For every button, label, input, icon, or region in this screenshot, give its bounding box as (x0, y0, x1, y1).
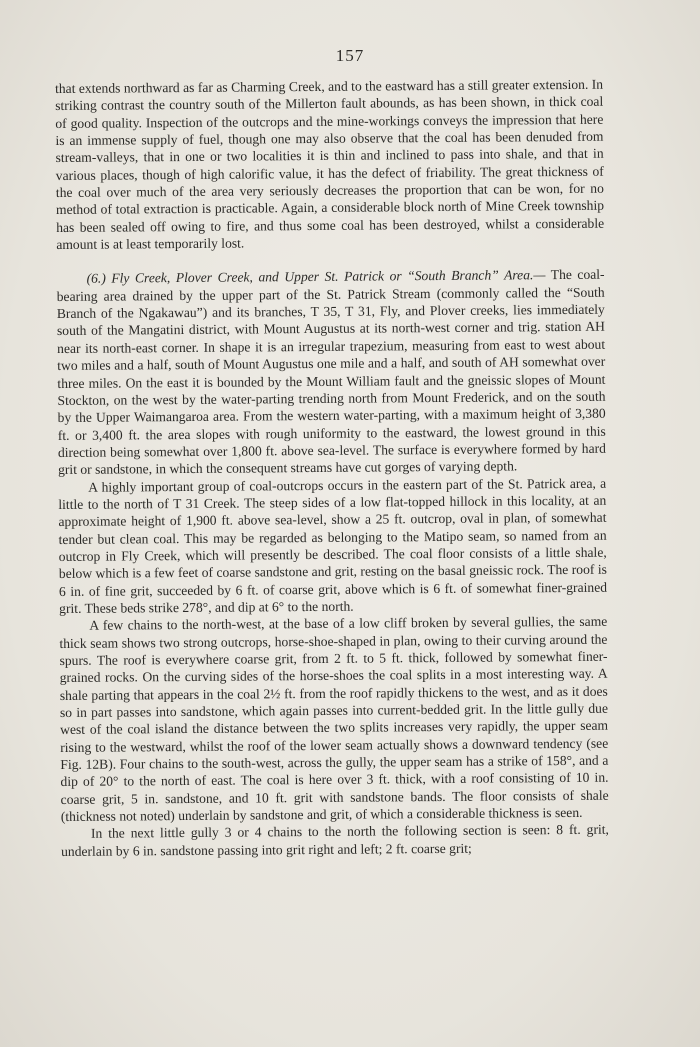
section-heading: (6.) Fly Creek, Plover Creek, and Upper St. Patrick or “South Branch” Area.— (86, 267, 546, 287)
paragraph-4: A few chains to the north-west, at the base of a low cliff broken by several gullies, the same thick seam shows two strong outcrops, horse-shoe-shaped in plan, owing to their curving around the spurs. The roof is everywhere coarse grit, from 2 ft. to 5 ft. thick, followed by somewhat finer-grained rocks. On the curving sides of the horse-shoes the coal splits in a most interesting way. A shale parting that appears in the coal 2½ ft. from the roof rapidly thickens to the west, and as it does so in part passes into sandstone, which again passes into current-bedded grit. In the little gully due west of the coal island the distance between the two splits increases very rapidly, the upper seam rising to the westward, whilst the roof of the lower seam actually shows a downward tendency (see Fig. 12B). Four chains to the south-west, across the gully, the upper seam has a strike of 158°, and a dip of 20° to the north of east. The coal is here over 3 ft. thick, with a roof consisting of 10 in. coarse grit, 5 in. sandstone, and 10 ft. grit with sandstone bands. The floor consists of shale (thickness not noted) underlain by sandstone and grit, of which a considerable thickness is seen. (59, 613, 609, 825)
paragraph-1: that extends northward as far as Charming Creek, and to the eastward has a still greater extension. In striking contrast the country south of the Millerton fault abounds, as has been shown, in thick coal of good quality. Inspection of the outcrops and the mine-workings conveys the impression that here is an immense supply of fuel, though one may also observe that the coal has been denuded from stream-valleys, that in one or two localities it is thin and inclined to pass into shale, and that in various places, though of high calorific value, it has the defect of friability. The great thickness of the coal over much of the area very seriously decreases the proportion that can be won, for no method of total extraction is practicable. Again, a considerable block north of Mine Creek township has been sealed off owing to fire, and thus some coal has been destroyed, whilst a considerable amount is at least temporarily lost. (55, 76, 605, 253)
paragraph-2-text: The coal-bearing area drained by the upper part of the St. Patrick Stream (commonly called the “South Branch of the Ngakawau”) and its branches, T 35, T 31, Fly, and Plover creeks, lies immediately south of the Mangatini district, with Mount Augustus at its north-west corner and trig. station AH near its north-east corner. In shape it is an irregular trapezium, measuring from east to west about two miles and a half, south of Mount Augustus one mile and a half, and south of AH somewhat over three miles. On the east it is bounded by the Mount William fault and the gneissic slopes of Mount Stockton, on the west by the water-parting trending north from Mount Frederick, and on the south by the Upper Waimangaroa area. From the western water-parting, with a maximum height of 3,380 ft. or 3,400 ft. the area slopes with rough uniformity to the eastward, the lowest ground in this direction being somewhat over 1,800 ft. above sea-level. The surface is everywhere formed by hard grit or sandstone, in which the consequent streams have cut gorges of varying depth. (56, 267, 606, 478)
page-number: 157 (335, 46, 365, 65)
paragraph-3: A highly important group of coal-outcrops occurs in the eastern part of the St. Patrick area, a little to the north of T 31 Creek. The steep sides of a low flat-topped hillock in this locality, at an approximate height of 1,900 ft. above sea-level, show a 25 ft. outcrop, oval in plan, of somewhat tender but clean coal. This may be regarded as belonging to the Matipo seam, so named from an outcrop in Fly Creek, which will presently be described. The coal floor consists of a little shale, below which is a few feet of coarse sandstone and grit, resting on the basal gneissic rock. The roof is 6 in. of fine grit, succeeded by 6 ft. of coarse grit, above which is 6 ft. of somewhat finer-grained grit. These beds strike 278°, and dip at 6° to the north. (58, 475, 608, 616)
body-text (55, 76, 609, 860)
paragraph-5: In the next little gully 3 or 4 chains to the north the following section is seen: 8 ft. grit, underlain by 6 in. sandstone passing into grit right and left; 2 ft. coarse grit; (60, 822, 609, 859)
paragraph-2 (56, 266, 606, 478)
